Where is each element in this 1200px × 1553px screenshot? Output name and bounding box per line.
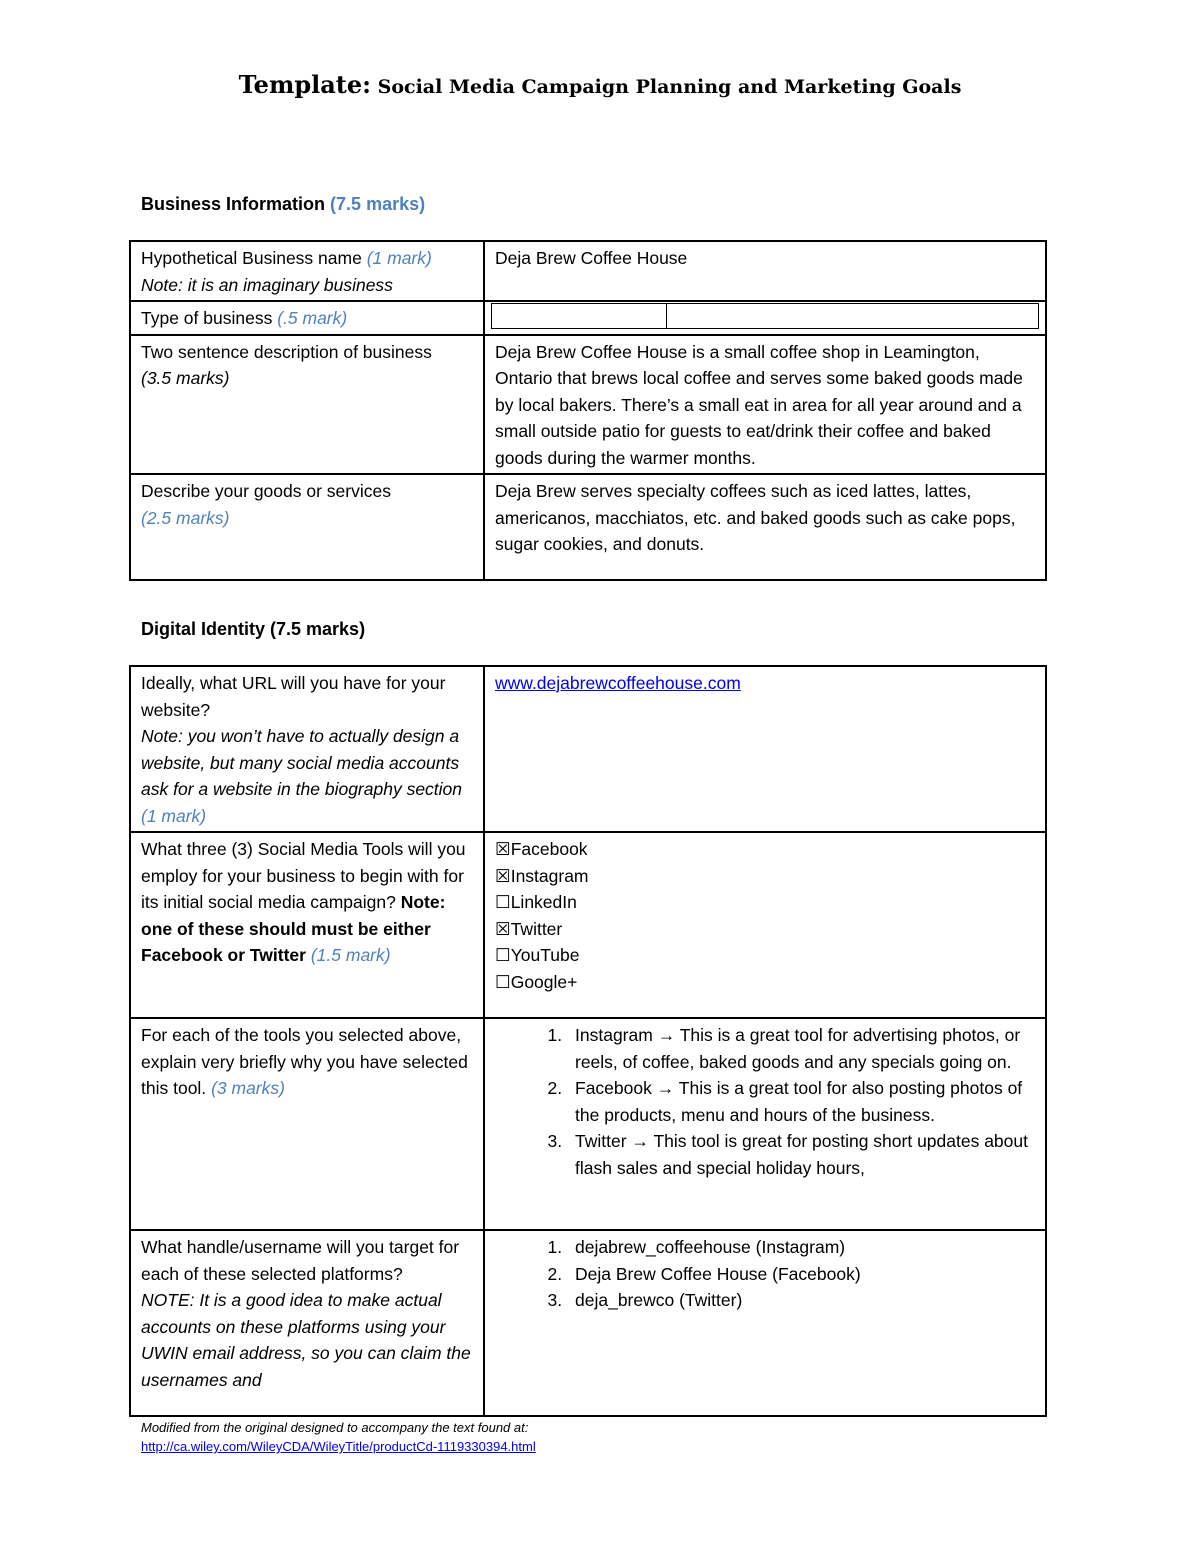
list-item: 3. deja_brewco (Twitter) [567, 1287, 1035, 1314]
handles-list [495, 1234, 1035, 1314]
table-row [130, 832, 1046, 1018]
table-row [130, 301, 1046, 335]
footer-source-link[interactable]: http://ca.wiley.com/WileyCDA/WileyTitle/productCd-1119330394.html [141, 1439, 536, 1454]
business-heading-marks: (7.5 marks) [330, 194, 426, 214]
business-description-value[interactable]: Deja Brew Coffee House is a small coffee shop in Leamington, Ontario that brews local coffee and serves some baked goods made by local bakers. There’s a small eat in area for all year around and a small outside patio for guests to eat/drink their coffee and baked goods during the warmer months. [484, 335, 1046, 475]
list-item: 2. Deja Brew Coffee House (Facebook) [567, 1261, 1035, 1288]
table-row [130, 241, 1046, 301]
table-row [130, 335, 1046, 475]
table-row [130, 1230, 1046, 1416]
reasons-label-cell: For each of the tools you selected above, explain very briefly why you have selected this tool. (3 marks) [130, 1018, 484, 1230]
business-type-input-split[interactable] [491, 303, 1039, 329]
business-description-label-cell: Two sentence description of business (3.5 marks) [130, 335, 484, 475]
page-title [0, 70, 1200, 99]
tools-label-cell: What three (3) Social Media Tools will you employ for your business to begin with for its initial social media campaign? Note: one of these should must be either Facebook or Twitter (1.5 mark) [130, 832, 484, 1018]
checkbox-unchecked-icon[interactable]: ☐ [495, 892, 511, 912]
arrow-right-icon: → [631, 1131, 649, 1151]
business-name-note: Note: it is an imaginary business [141, 274, 393, 295]
title-rest: Social Media Campaign Planning and Marketing Goals [371, 76, 962, 98]
business-type-label-cell: Type of business (.5 mark) [130, 301, 484, 335]
handles-value-cell[interactable] [484, 1230, 1046, 1416]
checkbox-checked-icon[interactable]: ☒ [495, 918, 511, 939]
table-row [130, 474, 1046, 580]
list-item: 3. Twitter → This tool is great for posting short updates about flash sales and special holiday hours, [567, 1128, 1035, 1181]
checkbox-unchecked-icon[interactable]: ☐ [495, 945, 511, 965]
tool-option-instagram[interactable]: ☒Instagram [495, 865, 589, 886]
business-type-value-cell[interactable] [484, 301, 1046, 335]
tool-option-linkedin[interactable]: ☐LinkedIn [495, 892, 577, 912]
reasons-value-cell[interactable] [484, 1018, 1046, 1230]
tool-option-youtube[interactable]: ☐YouTube [495, 945, 580, 965]
footer-note: Modified from the original designed to accompany the text found at: [141, 1420, 529, 1435]
business-name-label-cell: Hypothetical Business name (1 mark) Note: it is an imaginary business [130, 241, 484, 301]
list-item: 1. Instagram → This is a great tool for advertising photos, or reels, of coffee, baked goods and any specials going on. [567, 1022, 1035, 1075]
business-heading: Business Information (7.5 marks) [141, 194, 426, 214]
url-value-cell [484, 666, 1046, 832]
list-item: 1. dejabrew_coffeehouse (Instagram) [567, 1234, 1035, 1261]
tool-option-facebook[interactable]: ☒Facebook [495, 839, 588, 859]
digital-identity-table [129, 665, 1047, 1417]
goods-services-label-cell: Describe your goods or services (2.5 marks) [130, 474, 484, 580]
title-lead: Template: [238, 70, 372, 99]
footer [141, 1418, 536, 1456]
business-info-table [129, 240, 1047, 581]
handles-label-clip: What handle/username will you target for each of these selected platforms? NOTE: It is a good idea to make actual accounts on these platforms using your UWIN email address, so you can claim the usernames and [141, 1237, 471, 1390]
goods-services-value[interactable]: Deja Brew serves specialty coffees such as iced lattes, lattes, americanos, macchiatos, etc. and baked goods such as cake pops, sugar cookies, and donuts. [484, 474, 1046, 580]
reasons-list [495, 1022, 1035, 1181]
tool-option-google-plus[interactable]: ☐Google+ [495, 971, 578, 992]
business-type-field-a[interactable] [491, 303, 667, 329]
business-name-value[interactable]: Deja Brew Coffee House [484, 241, 1046, 301]
table-row [130, 1018, 1046, 1230]
tools-options-cell [484, 832, 1046, 1018]
arrow-right-icon: → [657, 1025, 676, 1045]
url-label-cell: Ideally, what URL will you have for your website? Note: you won’t have to actually design a website, but many social media accounts ask for a website in the biography section (1 mark) [130, 666, 484, 832]
business-type-field-b[interactable] [667, 303, 1039, 329]
arrow-right-icon: → [656, 1078, 675, 1098]
tool-option-twitter[interactable]: ☒Twitter [495, 918, 563, 939]
list-item: 2. Facebook → This is a great tool for also posting photos of the products, menu and hours of the business. [567, 1075, 1035, 1128]
checkbox-unchecked-icon[interactable]: ☐ [495, 971, 511, 992]
digital-heading: Digital Identity (7.5 marks) [141, 619, 366, 639]
website-url-link[interactable]: www.dejabrewcoffeehouse.com [495, 673, 741, 693]
checkbox-checked-icon[interactable]: ☒ [495, 865, 511, 886]
handles-label-cell [130, 1230, 484, 1416]
checkbox-checked-icon[interactable]: ☒ [495, 839, 511, 859]
table-row [130, 666, 1046, 832]
